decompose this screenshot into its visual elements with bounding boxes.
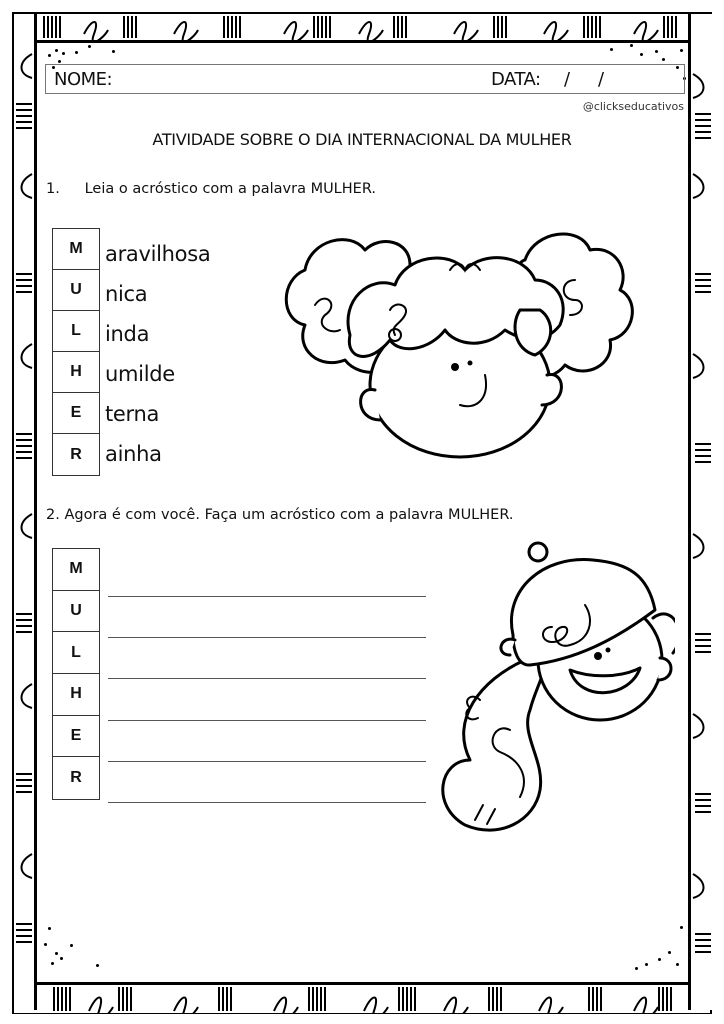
acrostic-example-words <box>105 234 210 474</box>
acrostic-letter: U <box>53 270 99 311</box>
acrostic-answer-lines <box>108 595 426 803</box>
question-1-text: Leia o acróstico com a palavra MULHER. <box>84 181 376 197</box>
acrostic-example-letters <box>52 228 100 476</box>
date-separator: / <box>564 69 571 90</box>
question-1-number: 1. <box>46 181 60 197</box>
acrostic-word: inda <box>105 322 150 346</box>
question-2-prompt: 2. Agora é com você. Faça um acróstico com a palavra MULHER. <box>46 507 514 523</box>
date-separator: / <box>598 69 605 90</box>
answer-line-4[interactable] <box>108 679 426 720</box>
name-date-box <box>45 64 685 94</box>
acrostic-letter: R <box>70 769 82 787</box>
acrostic-letter: E <box>53 716 99 758</box>
acrostic-letter: U <box>53 591 99 633</box>
border-right-decoration <box>688 14 713 1010</box>
acrostic-word: terna <box>105 402 160 426</box>
date-field-label: DATA: <box>491 69 541 90</box>
name-field-label: NOME: <box>54 69 113 90</box>
border-bottom-decoration <box>14 982 710 1013</box>
curly-haired-girl-illustration <box>275 215 635 460</box>
border-top-decoration <box>14 14 710 43</box>
acrostic-word: nica <box>105 282 148 306</box>
acrostic-letter: L <box>53 632 99 674</box>
author-credit: @clickseducativos <box>582 100 684 113</box>
acrostic-letter: R <box>70 445 82 463</box>
answer-line-5[interactable] <box>108 721 426 762</box>
acrostic-letter: H <box>53 674 99 716</box>
acrostic-letter: H <box>53 352 99 393</box>
page-title: ATIVIDADE SOBRE O DIA INTERNACIONAL DA MULHER <box>152 130 572 149</box>
acrostic-word: umilde <box>105 362 175 386</box>
acrostic-letter: L <box>53 311 99 352</box>
acrostic-word: ainha <box>105 442 162 466</box>
answer-line-6[interactable] <box>108 762 426 803</box>
question-1-prompt <box>46 181 376 197</box>
ponytail-girl-illustration <box>435 540 675 840</box>
answer-line-3[interactable] <box>108 638 426 679</box>
acrostic-letter: M <box>53 229 99 270</box>
acrostic-letter: M <box>53 549 99 591</box>
acrostic-exercise-letters <box>52 548 100 800</box>
acrostic-word: aravilhosa <box>105 242 211 266</box>
acrostic-letter: E <box>53 393 99 434</box>
border-left-decoration <box>14 14 37 1010</box>
answer-line-2[interactable] <box>108 597 426 638</box>
